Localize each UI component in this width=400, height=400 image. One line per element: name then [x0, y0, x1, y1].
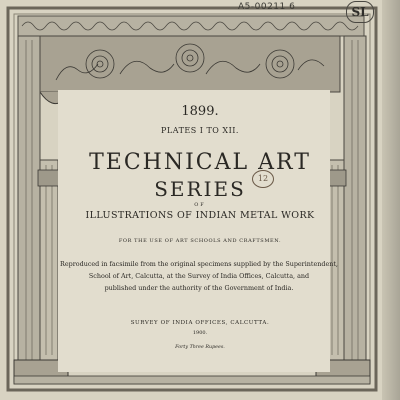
plates-range: PLATES I TO XII.: [161, 126, 239, 135]
title-line-2: SERIES: [154, 177, 246, 201]
archive-number: A5-00211 6: [238, 2, 296, 12]
publisher-line: SURVEY OF INDIA OFFICES, CALCUTTA.: [130, 320, 270, 326]
publication-note-line-1: Reproduced in facsimile from the original specimens supplied by the Superintendent,: [60, 260, 338, 268]
year-heading: 1899.: [181, 104, 219, 119]
handwritten-mark: 12: [252, 170, 274, 188]
subtitle: ILLUSTRATIONS OF INDIAN METAL WORK: [85, 210, 315, 221]
publication-note-line-3: published under the authority of the Government of India.: [104, 284, 294, 292]
publication-note: [56, 258, 342, 294]
paper-edge: [382, 0, 400, 400]
publication-year: 1900.: [192, 330, 208, 336]
publication-note-line-2: School of Art, Calcutta, at the Survey of India Offices, Calcutta, and: [88, 272, 310, 280]
price-line: Forty Three Rupees.: [175, 345, 225, 350]
of-connector: OF: [194, 202, 206, 208]
title-line-1: TECHNICAL ART: [89, 150, 311, 175]
library-stamp: SL: [346, 1, 374, 23]
audience-line: FOR THE USE OF ART SCHOOLS AND CRAFTSMEN.: [118, 238, 282, 244]
